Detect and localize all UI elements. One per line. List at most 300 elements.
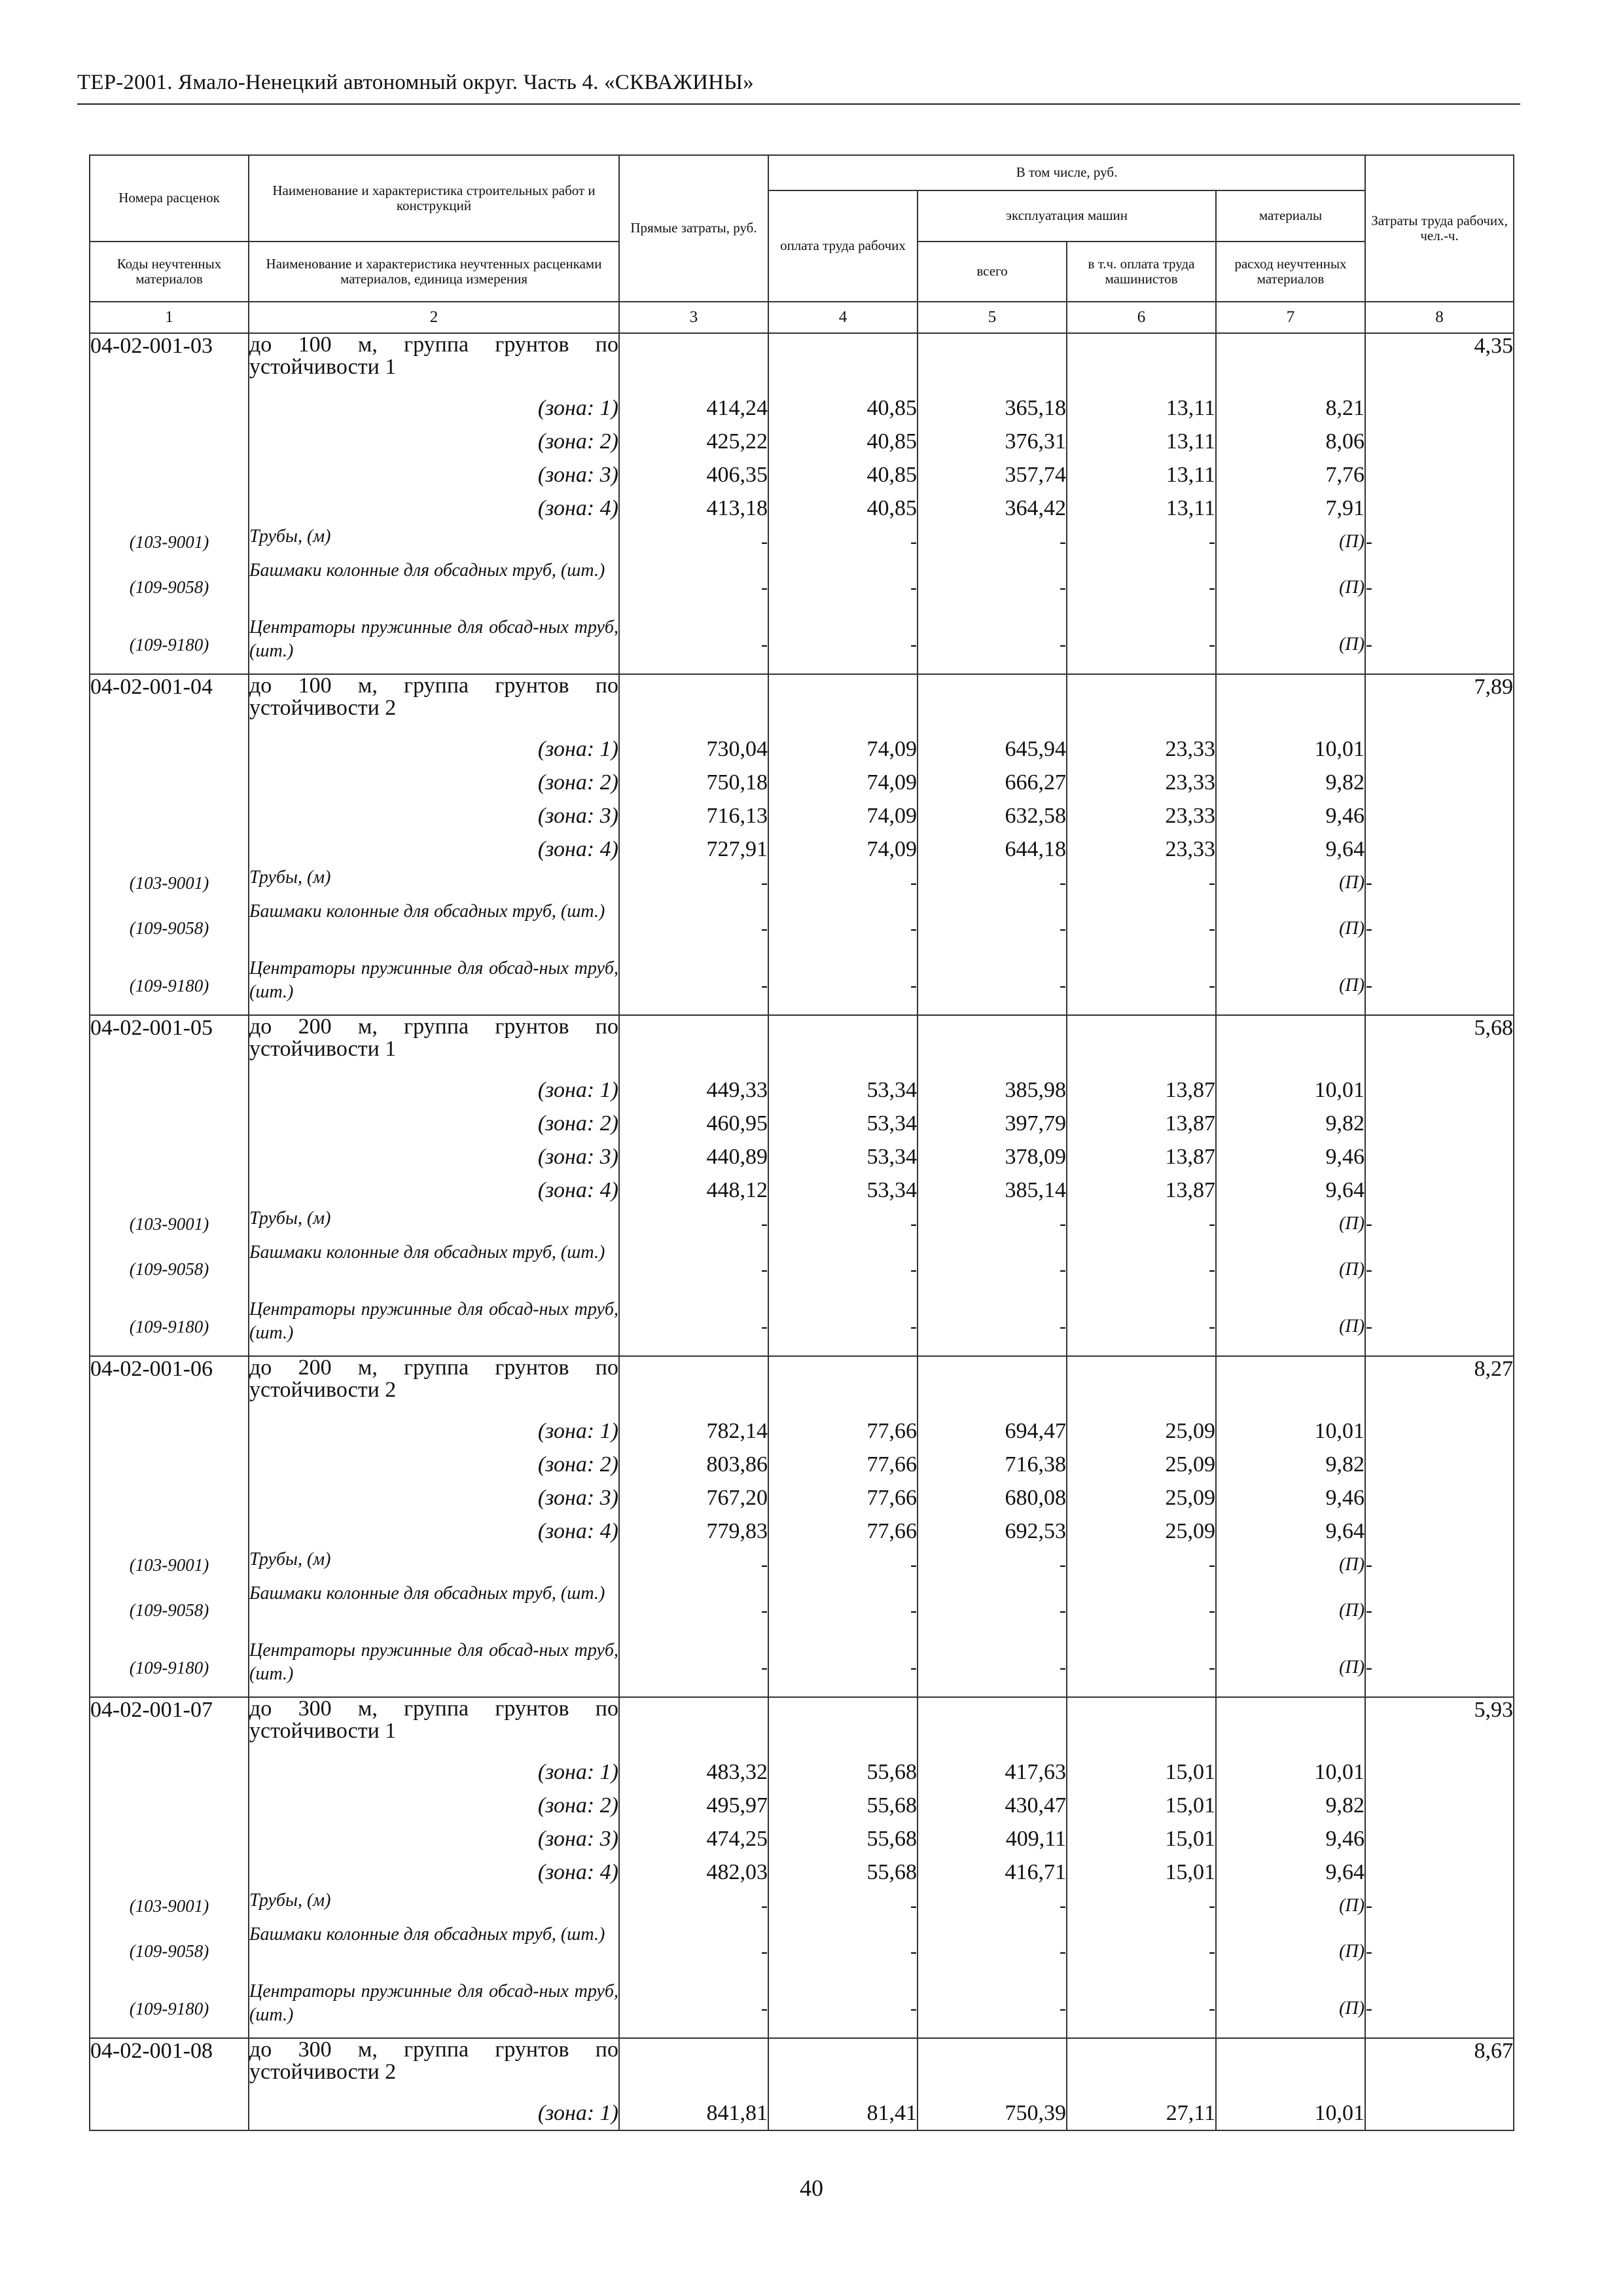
worker-wages: 55,68 <box>768 1789 918 1822</box>
dash-value: - <box>1365 525 1514 559</box>
dash-value: - <box>619 866 768 900</box>
head-incl: В том числе, руб. <box>768 155 1365 190</box>
material-row <box>90 1889 1514 1923</box>
machinist-wages: 13,11 <box>1067 425 1216 458</box>
dash-value: - <box>918 957 1067 1015</box>
head-machines: эксплуатация машин <box>918 190 1216 242</box>
labor-cost: 4,35 <box>1365 333 1514 391</box>
machine-cost-total: 680,08 <box>918 1481 1067 1515</box>
material-row <box>90 1980 1514 2038</box>
worker-wages: 81,41 <box>768 2096 918 2130</box>
rate-title: до 300 м, группа грунтов по устойчивости 2 <box>249 2038 619 2096</box>
rate-title-row <box>90 333 1514 391</box>
empty-cell <box>768 1356 918 1414</box>
running-header: ТЕР-2001. Ямало-Ненецкий автономный округ. Часть 4. «СКВАЖИНЫ» <box>77 71 754 94</box>
zone-row <box>90 766 1514 799</box>
material-row <box>90 559 1514 616</box>
rate-code: 04-02-001-07 <box>90 1697 249 1755</box>
head-col5: всего <box>918 242 1067 302</box>
empty-cell <box>1216 1015 1365 1073</box>
direct-cost: 727,91 <box>619 833 768 866</box>
zone-label: (зона: 2) <box>249 425 619 458</box>
dash-value: - <box>768 1298 918 1356</box>
dash-value: - <box>768 1889 918 1923</box>
dash-value: - <box>619 1582 768 1639</box>
material-code: (103-9001) <box>90 866 249 900</box>
column-number: 5 <box>918 302 1067 333</box>
material-flag: (П) <box>1216 559 1365 616</box>
empty-cell <box>918 1015 1067 1073</box>
dash-value: - <box>619 1980 768 2038</box>
material-name: Башмаки колонные для обсадных труб, (шт.) <box>249 900 619 957</box>
empty-cell <box>1216 2038 1365 2096</box>
zone-label: (зона: 1) <box>249 1755 619 1789</box>
material-name: Центраторы пружинные для обсад-ных труб, (шт.) <box>249 1298 619 1356</box>
empty-cell <box>619 333 768 391</box>
worker-wages: 53,34 <box>768 1174 918 1207</box>
machine-cost-total: 364,42 <box>918 492 1067 525</box>
direct-cost: 460,95 <box>619 1107 768 1140</box>
machine-cost-total: 645,94 <box>918 732 1067 766</box>
material-name: Трубы, (м) <box>249 525 619 559</box>
zone-label: (зона: 2) <box>249 1448 619 1481</box>
empty-cell <box>1216 674 1365 732</box>
dash-value: - <box>768 525 918 559</box>
dash-value: - <box>1067 1548 1216 1582</box>
empty-cell <box>768 333 918 391</box>
dash-value: - <box>1365 957 1514 1015</box>
material-code: (109-9180) <box>90 1639 249 1697</box>
empty-cell <box>1216 333 1365 391</box>
empty-cell <box>1365 1856 1514 1889</box>
worker-wages: 53,34 <box>768 1140 918 1174</box>
machine-cost-total: 666,27 <box>918 766 1067 799</box>
labor-cost: 8,67 <box>1365 2038 1514 2096</box>
empty-cell <box>619 1697 768 1755</box>
worker-wages: 40,85 <box>768 492 918 525</box>
machinist-wages: 15,01 <box>1067 1789 1216 1822</box>
direct-cost: 474,25 <box>619 1822 768 1856</box>
dash-value: - <box>768 900 918 957</box>
empty-cell <box>768 1697 918 1755</box>
head-col2-top: Наименование и характеристика строительных работ и конструкций <box>249 155 619 242</box>
column-number: 1 <box>90 302 249 333</box>
worker-wages: 55,68 <box>768 1822 918 1856</box>
machine-cost-total: 644,18 <box>918 833 1067 866</box>
machinist-wages: 13,11 <box>1067 458 1216 492</box>
machinist-wages: 25,09 <box>1067 1448 1216 1481</box>
dash-value: - <box>768 1207 918 1241</box>
head-col6: в т.ч. оплата труда машинистов <box>1067 242 1216 302</box>
material-name: Башмаки колонные для обсадных труб, (шт.) <box>249 1582 619 1639</box>
rate-code: 04-02-001-05 <box>90 1015 249 1073</box>
zone-label: (зона: 4) <box>249 833 619 866</box>
empty-cell <box>1365 1755 1514 1789</box>
zone-row <box>90 2096 1514 2130</box>
materials-cost: 9,46 <box>1216 1822 1365 1856</box>
dash-value: - <box>619 616 768 674</box>
direct-cost: 782,14 <box>619 1414 768 1448</box>
materials-cost: 9,64 <box>1216 1174 1365 1207</box>
rate-title: до 200 м, группа грунтов по устойчивости 1 <box>249 1015 619 1073</box>
direct-cost: 767,20 <box>619 1481 768 1515</box>
dash-value: - <box>619 1923 768 1980</box>
material-name: Центраторы пружинные для обсад-ных труб, (шт.) <box>249 616 619 674</box>
direct-cost: 413,18 <box>619 492 768 525</box>
direct-cost: 730,04 <box>619 732 768 766</box>
material-code: (109-9058) <box>90 1241 249 1298</box>
zone-row <box>90 1073 1514 1107</box>
zone-row <box>90 492 1514 525</box>
empty-cell <box>90 1822 249 1856</box>
material-name: Центраторы пружинные для обсад-ных труб, (шт.) <box>249 1980 619 2038</box>
material-name: Трубы, (м) <box>249 866 619 900</box>
worker-wages: 77,66 <box>768 1515 918 1548</box>
materials-cost: 9,82 <box>1216 1107 1365 1140</box>
material-row <box>90 1207 1514 1241</box>
head-col4: оплата труда рабочих <box>768 190 918 302</box>
material-code: (103-9001) <box>90 1548 249 1582</box>
direct-cost: 449,33 <box>619 1073 768 1107</box>
dash-value: - <box>768 1980 918 2038</box>
empty-cell <box>619 1015 768 1073</box>
dash-value: - <box>1067 525 1216 559</box>
zone-row <box>90 1107 1514 1140</box>
empty-cell <box>1365 492 1514 525</box>
materials-cost: 9,82 <box>1216 1448 1365 1481</box>
direct-cost: 841,81 <box>619 2096 768 2130</box>
dash-value: - <box>1067 1241 1216 1298</box>
machinist-wages: 25,09 <box>1067 1414 1216 1448</box>
zone-label: (зона: 4) <box>249 492 619 525</box>
direct-cost: 425,22 <box>619 425 768 458</box>
rate-title: до 100 м, группа грунтов по устойчивости 2 <box>249 674 619 732</box>
zone-label: (зона: 1) <box>249 2096 619 2130</box>
materials-cost: 9,46 <box>1216 1140 1365 1174</box>
dash-value: - <box>619 1889 768 1923</box>
direct-cost: 483,32 <box>619 1755 768 1789</box>
column-number: 8 <box>1365 302 1514 333</box>
direct-cost: 440,89 <box>619 1140 768 1174</box>
empty-cell <box>1365 1174 1514 1207</box>
material-flag: (П) <box>1216 1241 1365 1298</box>
materials-cost: 7,76 <box>1216 458 1365 492</box>
worker-wages: 55,68 <box>768 1856 918 1889</box>
column-number: 3 <box>619 302 768 333</box>
empty-cell <box>90 425 249 458</box>
worker-wages: 40,85 <box>768 391 918 425</box>
head-col2-bottom: Наименование и характеристика неучтенных расценками материалов, единица измерения <box>249 242 619 302</box>
material-row <box>90 1639 1514 1697</box>
machine-cost-total: 385,14 <box>918 1174 1067 1207</box>
empty-cell <box>1365 833 1514 866</box>
material-row <box>90 866 1514 900</box>
zone-row <box>90 1140 1514 1174</box>
empty-cell <box>768 674 918 732</box>
rates-table <box>89 154 1514 2131</box>
worker-wages: 74,09 <box>768 833 918 866</box>
zone-label: (зона: 3) <box>249 1140 619 1174</box>
column-number: 2 <box>249 302 619 333</box>
head-col8: Затраты труда рабочих, чел.-ч. <box>1365 155 1514 302</box>
zone-label: (зона: 1) <box>249 391 619 425</box>
empty-cell <box>1365 766 1514 799</box>
machinist-wages: 23,33 <box>1067 799 1216 833</box>
rate-code: 04-02-001-06 <box>90 1356 249 1414</box>
materials-cost: 10,01 <box>1216 1755 1365 1789</box>
dash-value: - <box>918 1298 1067 1356</box>
head-col3: Прямые затраты, руб. <box>619 155 768 302</box>
zone-row <box>90 1414 1514 1448</box>
materials-cost: 9,46 <box>1216 799 1365 833</box>
dash-value: - <box>1365 1548 1514 1582</box>
dash-value: - <box>1365 616 1514 674</box>
material-code: (103-9001) <box>90 1889 249 1923</box>
dash-value: - <box>1067 1923 1216 1980</box>
empty-cell <box>1365 1515 1514 1548</box>
worker-wages: 53,34 <box>768 1107 918 1140</box>
dash-value: - <box>768 866 918 900</box>
zone-label: (зона: 4) <box>249 1174 619 1207</box>
dash-value: - <box>1365 900 1514 957</box>
direct-cost: 448,12 <box>619 1174 768 1207</box>
materials-cost: 10,01 <box>1216 732 1365 766</box>
empty-cell <box>1067 674 1216 732</box>
materials-cost: 9,82 <box>1216 766 1365 799</box>
machinist-wages: 25,09 <box>1067 1481 1216 1515</box>
material-code: (109-9058) <box>90 900 249 957</box>
material-code: (109-9180) <box>90 1980 249 2038</box>
zone-row <box>90 391 1514 425</box>
empty-cell <box>1365 1073 1514 1107</box>
empty-cell <box>90 833 249 866</box>
zone-row <box>90 833 1514 866</box>
zone-row <box>90 1481 1514 1515</box>
worker-wages: 74,09 <box>768 799 918 833</box>
zone-row <box>90 1515 1514 1548</box>
dash-value: - <box>619 957 768 1015</box>
head-col1-bottom: Коды неучтенных материалов <box>90 242 249 302</box>
machinist-wages: 13,87 <box>1067 1174 1216 1207</box>
zone-label: (зона: 3) <box>249 1822 619 1856</box>
dash-value: - <box>768 1639 918 1697</box>
machinist-wages: 25,09 <box>1067 1515 1216 1548</box>
zone-label: (зона: 2) <box>249 766 619 799</box>
empty-cell <box>90 1107 249 1140</box>
dash-value: - <box>1067 1639 1216 1697</box>
empty-cell <box>90 1414 249 1448</box>
dash-value: - <box>918 1889 1067 1923</box>
zone-row <box>90 1448 1514 1481</box>
worker-wages: 74,09 <box>768 766 918 799</box>
empty-cell <box>1365 1822 1514 1856</box>
material-row <box>90 1548 1514 1582</box>
dash-value: - <box>918 1207 1067 1241</box>
empty-cell <box>1067 333 1216 391</box>
empty-cell <box>1067 1356 1216 1414</box>
machinist-wages: 13,87 <box>1067 1140 1216 1174</box>
empty-cell <box>918 2038 1067 2096</box>
direct-cost: 414,24 <box>619 391 768 425</box>
dash-value: - <box>1067 957 1216 1015</box>
materials-cost: 9,82 <box>1216 1789 1365 1822</box>
empty-cell <box>90 458 249 492</box>
dash-value: - <box>1365 1298 1514 1356</box>
head-col7: расход неучтенных материалов <box>1216 242 1365 302</box>
material-flag: (П) <box>1216 1923 1365 1980</box>
zone-label: (зона: 1) <box>249 1073 619 1107</box>
dash-value: - <box>1365 1582 1514 1639</box>
dash-value: - <box>619 1207 768 1241</box>
machinist-wages: 23,33 <box>1067 766 1216 799</box>
empty-cell <box>768 2038 918 2096</box>
zone-label: (зона: 3) <box>249 1481 619 1515</box>
empty-cell <box>1067 1015 1216 1073</box>
worker-wages: 77,66 <box>768 1414 918 1448</box>
rate-title-row <box>90 674 1514 732</box>
materials-cost: 9,46 <box>1216 1481 1365 1515</box>
dash-value: - <box>1067 559 1216 616</box>
page-number: 40 <box>800 2175 823 2201</box>
zone-label: (зона: 1) <box>249 732 619 766</box>
empty-cell <box>918 1356 1067 1414</box>
dash-value: - <box>918 1980 1067 2038</box>
machine-cost-total: 376,31 <box>918 425 1067 458</box>
empty-cell <box>1365 1789 1514 1822</box>
material-code: (103-9001) <box>90 525 249 559</box>
empty-cell <box>90 766 249 799</box>
empty-cell <box>90 1856 249 1889</box>
empty-cell <box>1365 1107 1514 1140</box>
dash-value: - <box>768 559 918 616</box>
empty-cell <box>1365 391 1514 425</box>
material-name: Трубы, (м) <box>249 1207 619 1241</box>
machine-cost-total: 750,39 <box>918 2096 1067 2130</box>
machinist-wages: 15,01 <box>1067 1755 1216 1789</box>
zone-row <box>90 799 1514 833</box>
materials-cost: 10,01 <box>1216 1414 1365 1448</box>
empty-cell <box>1216 1697 1365 1755</box>
material-code: (109-9180) <box>90 616 249 674</box>
rate-title: до 200 м, группа грунтов по устойчивости 2 <box>249 1356 619 1414</box>
material-name: Трубы, (м) <box>249 1889 619 1923</box>
empty-cell <box>768 1015 918 1073</box>
dash-value: - <box>619 1298 768 1356</box>
empty-cell <box>918 674 1067 732</box>
material-row <box>90 525 1514 559</box>
dash-value: - <box>1067 1207 1216 1241</box>
direct-cost: 495,97 <box>619 1789 768 1822</box>
zone-row <box>90 458 1514 492</box>
zone-row <box>90 1789 1514 1822</box>
material-name: Центраторы пружинные для обсад-ных труб, (шт.) <box>249 1639 619 1697</box>
material-row <box>90 1923 1514 1980</box>
empty-cell <box>1365 1414 1514 1448</box>
empty-cell <box>1365 425 1514 458</box>
dash-value: - <box>1067 1889 1216 1923</box>
machinist-wages: 15,01 <box>1067 1822 1216 1856</box>
empty-cell <box>90 2096 249 2130</box>
rate-code: 04-02-001-03 <box>90 333 249 391</box>
machinist-wages: 13,11 <box>1067 391 1216 425</box>
dash-value: - <box>619 1548 768 1582</box>
machine-cost-total: 409,11 <box>918 1822 1067 1856</box>
dash-value: - <box>918 525 1067 559</box>
zone-row <box>90 1174 1514 1207</box>
empty-cell <box>90 1448 249 1481</box>
material-flag: (П) <box>1216 1548 1365 1582</box>
dash-value: - <box>619 1241 768 1298</box>
material-flag: (П) <box>1216 616 1365 674</box>
machinist-wages: 23,33 <box>1067 732 1216 766</box>
material-name: Башмаки колонные для обсадных труб, (шт.) <box>249 1923 619 1980</box>
empty-cell <box>1067 2038 1216 2096</box>
machine-cost-total: 694,47 <box>918 1414 1067 1448</box>
table-body <box>90 333 1514 2130</box>
zone-label: (зона: 4) <box>249 1515 619 1548</box>
material-name: Башмаки колонные для обсадных труб, (шт.) <box>249 559 619 616</box>
dash-value: - <box>1365 1889 1514 1923</box>
dash-value: - <box>619 1639 768 1697</box>
head-col1-top: Номера расценок <box>90 155 249 242</box>
material-row <box>90 616 1514 674</box>
empty-cell <box>90 1789 249 1822</box>
empty-cell <box>619 674 768 732</box>
rate-title-row <box>90 1015 1514 1073</box>
zone-row <box>90 1856 1514 1889</box>
machine-cost-total: 417,63 <box>918 1755 1067 1789</box>
material-flag: (П) <box>1216 1889 1365 1923</box>
dash-value: - <box>619 559 768 616</box>
material-row <box>90 1582 1514 1639</box>
direct-cost: 779,83 <box>619 1515 768 1548</box>
rate-code: 04-02-001-08 <box>90 2038 249 2096</box>
rate-title-row <box>90 2038 1514 2096</box>
direct-cost: 803,86 <box>619 1448 768 1481</box>
worker-wages: 55,68 <box>768 1755 918 1789</box>
empty-cell <box>90 1755 249 1789</box>
dash-value: - <box>1067 900 1216 957</box>
dash-value: - <box>1365 559 1514 616</box>
empty-cell <box>90 732 249 766</box>
material-code: (109-9058) <box>90 559 249 616</box>
labor-cost: 7,89 <box>1365 674 1514 732</box>
dash-value: - <box>918 1923 1067 1980</box>
empty-cell <box>1365 732 1514 766</box>
zone-row <box>90 425 1514 458</box>
direct-cost: 716,13 <box>619 799 768 833</box>
machinist-wages: 15,01 <box>1067 1856 1216 1889</box>
dash-value: - <box>1067 1582 1216 1639</box>
rate-title: до 300 м, группа грунтов по устойчивости 1 <box>249 1697 619 1755</box>
material-code: (103-9001) <box>90 1207 249 1241</box>
material-row <box>90 1241 1514 1298</box>
dash-value: - <box>1365 1980 1514 2038</box>
empty-cell <box>90 1515 249 1548</box>
labor-cost: 8,27 <box>1365 1356 1514 1414</box>
zone-label: (зона: 1) <box>249 1414 619 1448</box>
worker-wages: 77,66 <box>768 1481 918 1515</box>
machinist-wages: 23,33 <box>1067 833 1216 866</box>
labor-cost: 5,93 <box>1365 1697 1514 1755</box>
material-code: (109-9180) <box>90 957 249 1015</box>
material-code: (109-9180) <box>90 1298 249 1356</box>
machine-cost-total: 416,71 <box>918 1856 1067 1889</box>
material-name: Трубы, (м) <box>249 1548 619 1582</box>
worker-wages: 40,85 <box>768 425 918 458</box>
machine-cost-total: 378,09 <box>918 1140 1067 1174</box>
column-number: 4 <box>768 302 918 333</box>
